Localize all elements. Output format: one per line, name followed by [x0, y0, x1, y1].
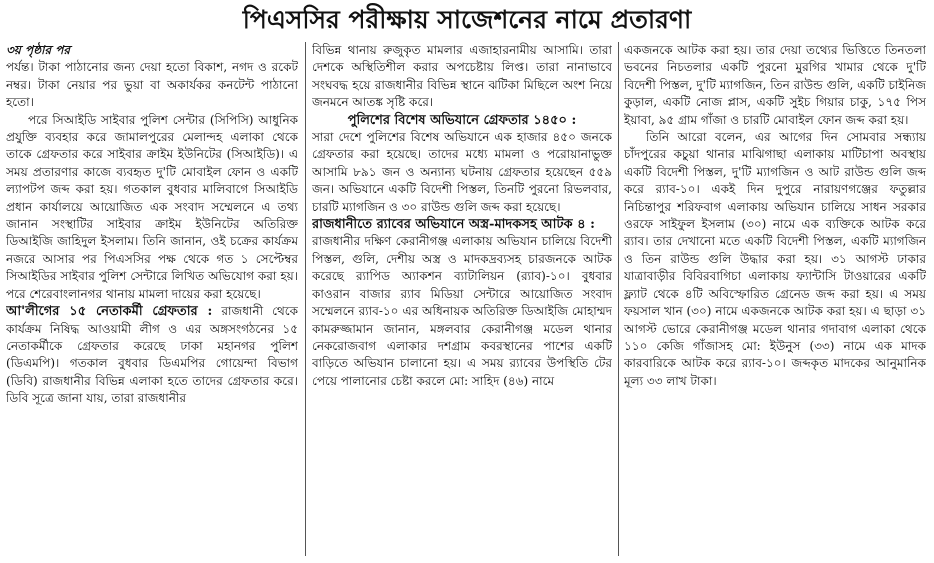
- paragraph: রাজধানীর দক্ষিণ কেরানীগঞ্জ এলাকায় অভিযান চালিয়ে বিদেশী পিস্তল, গুলি, দেশীয় অস্ত্র ও মাদকদ্রব্যসহ চারজনকে আটক করেছে র‍্যাপিড অ্যাকশন ব্যাটালিয়ন (র‍্যাব)-১০। বুধবার কাওরান বাজার র‍্যাব মিডিয়া সেন্টারে আয়োজিত সংবাদ সম্মেলনে র‍্যাব-১০ এর অধিনায়ক অতিরিক্ত ডিআইজি মোহাম্মদ কামরুজ্জামান জানান, মঙ্গলবার কেরানীগঞ্জ মডেল থানার নেকরোজবাগ এলাকার দশগ্রাম কবরস্থানের পাশের একটি বাড়িতে অভিযান চালানো হয়। এ সময় র‍্যাবের উপস্থিতি টের পেয়ে পালানোর চেষ্টা করলে মো: সাহিদ (৪৬) নামে: [312, 234, 612, 388]
- paragraph: সারা দেশে পুলিশের বিশেষ অভিযানে এক হাজার ৪৫০ জনকে গ্রেফতার করা হয়েছে। তাদের মধ্যে মামলা ও পরোয়ানাভুক্ত আসামি ৮৯১ জন ও অন্যান্য ঘটনায় গ্রেফতার হয়েছেন ৫৫৯ জন। অভিযানে একটি বিদেশী পিস্তল, তিনটি পুরনো রিভলবার, চারটি ম্যাগজিন ও ৩০ রাউন্ড গুলি জব্দ করা হয়েছে।: [312, 130, 612, 214]
- column-divider: [618, 42, 619, 556]
- subheading: আ'লীগের ১৫ নেতাকর্মী গ্রেফতার :: [6, 304, 213, 320]
- subheading: রাজধানীতে র‍্যাবের অভিযানে অস্ত্র-মাদকসহ আটক ৪ :: [312, 217, 595, 233]
- paragraph: তিনি আরো বলেন, এর আগের দিন সোমবার সন্ধ্যায় চাঁদপুরের কচুয়া থানার মাঝিগাছা এলাকায় মাটিচাপা অবস্থায় একটি বিদেশী পিস্তল, দু'টি ম্যাগজিন ও আট রাউন্ড গুলি জব্দ করে র‍্যাব-১০। একই দিন দুপুরে নারায়ণগঞ্জের ফতুল্লার নিচিন্তাপুর শরিফবাগ এলাকায় অভিযান চালিয়ে সাধন সরকার ওরফে সাইফুল ইসলাম (৩০) নামে এক ব্যক্তিকে আটক করে র‍্যাব। তার দেখানো মতে একটি বিদেশী পিস্তল, একটি ম্যাগজিন ও তিন রাউন্ড গুলি উদ্ধার করা হয়। ৩১ আগস্ট ঢাকার যাত্রাবাড়ীর বিবিরবাগিচা এলাকায় ফ্যান্টাসি টাওয়ারের একটি ফ্ল্যাট থেকে ৪টি অবিস্ফোরিত গ্রেনেড জব্দ করা হয়। এ সময় ফয়সাল খান (৩০) নামে একজনকে আটক করা হয়। এ ছাড়া ৩১ আগস্ট ভোরে কেরানীগঞ্জ মডেল থানার গদাবাগ এলাকা থেকে ১১০ কেজি গাঁজাসহ মো: ইউনুস (৩৩) নামে এক মাদক কারবারিকে আটক করে র‍্যাব-১০। জব্দকৃত মাদকের আনুমানিক মূল্য ৩৩ লাখ টাকা।: [624, 130, 926, 388]
- subheading: পুলিশের বিশেষ অভিযানে গ্রেফতার ১৪৫০ :: [347, 112, 577, 128]
- article-column-1: [6, 42, 298, 558]
- paragraph-text: রাজধানী থেকে কার্যক্রম নিষিদ্ধ আওয়ামী লীগ ও এর অঙ্গসংগঠনের ১৫ নেতাকর্মীকে গ্রেফতার করেছে ঢাকা মহানগর পুলিশ (ডিএমপি)। গতকাল বুধবার ডিএমপির গোয়েন্দা বিভাগ (ডিবি) রাজধানীর বিভিন্ন এলাকা হতে তাদের গ্রেফতার করে। ডিবি সূত্রে জানা যায়, তারা রাজধানীর: [6, 304, 298, 406]
- paragraph: একজনকে আটক করা হয়। তার দেয়া তথ্যের ভিত্তিতে তিনতলা ভবনের নিচতলার একটি পুরনো মুরগির খামার থেকে দু'টি বিদেশী পিস্তল, দু'টি ম্যাগজিন, তিন রাউন্ড গুলি, একটি চাইনিজ কুড়াল, একটি নোজ প্লাস, একটি সুইচ গিয়ার চাকু, ১৭৫ পিস ইয়াবা, ৯৫ গ্রাম গাঁজা ও চারটি মোবাইল ফোন জব্দ করা হয়।: [624, 43, 926, 127]
- column-divider: [305, 42, 306, 556]
- paragraph-with-subhead: [6, 303, 298, 407]
- paragraph: পর্যন্ত। টাকা পাঠানোর জন্য দেয়া হতো বিকাশ, নগদ ও রকেট নম্বর। টাকা নেয়ার পর ভুয়া বা অকার্যকর কনটেন্ট পাঠানো হতো।: [6, 60, 298, 110]
- headline: পিএসসির পরীক্ষায় সাজেশনের নামে প্রতারণা: [242, 5, 692, 34]
- article-column-2: [312, 42, 612, 558]
- paragraph: পরে সিআইডি সাইবার পুলিশ সেন্টার (সিপিসি) আধুনিক প্রযুক্তি ব্যবহার করে জামালপুরের মেলান্দহ এলাকা থেকে তাকে গ্রেফতার করে সাইবার ক্রাইম ইউনিটের (সিআইডি)। এ সময় প্রতারণার কাজে ব্যবহৃত দু'টি মোবাইল ফোন ও একটি ল্যাপটপ জব্দ করা হয়। গতকাল বুধবার মালিবাগে সিআইডি প্রধান কার্যালয়ে আয়োজিত এক সংবাদ সম্মেলনে এ তথ্য জানান সংস্থাটির সাইবার ক্রাইম ইউনিটের অতিরিক্ত ডিআইজি জাহিদুল ইসলাম। তিনি জানান, ওই চক্রের কার্যক্রম নজরে আসার পর পিএসসির পক্ষ থেকে গত ১ সেপ্টেম্বর সিআইডির সাইবার পুলিশ সেন্টারে লিখিত অভিযোগ করা হয়। পরে শেরেবাংলানগর থানায় মামলা দায়ের করা হয়েছে।: [6, 112, 298, 301]
- continued-from-label: ৩য় পৃষ্ঠার পর: [6, 43, 71, 57]
- paragraph: বিভিন্ন থানায় রুজুকৃত মামলার এজাহারনামীয় আসামি। তারা দেশকে অস্থিতিশীল করার অপচেষ্টায় লিপ্ত। তারা নানাভাবে সংঘবদ্ধ হয়ে রাজধানীর বিভিন্ন স্থানে ঝটিকা মিছিলে অংশ নিয়ে জনমনে আতঙ্ক সৃষ্টি করে।: [312, 43, 612, 110]
- article-column-3: [624, 42, 926, 558]
